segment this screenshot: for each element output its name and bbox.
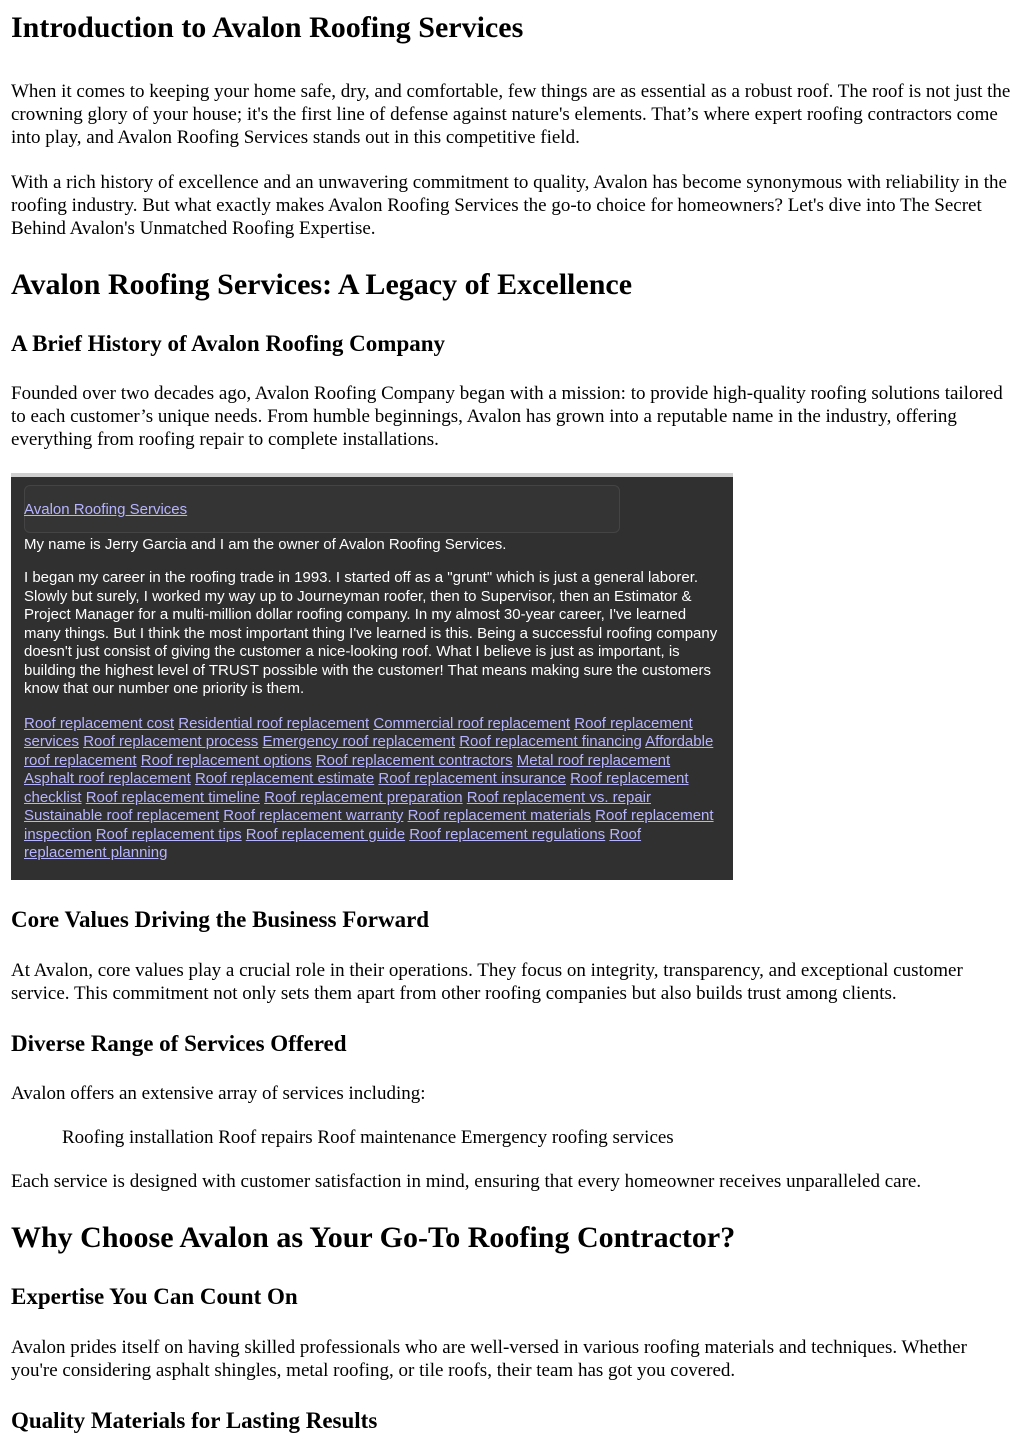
why-heading: Why Choose Avalon as Your Go-To Roofing Contractor?	[11, 1221, 736, 1254]
roof-replacement-link[interactable]: Affordable roof replacement	[24, 733, 714, 769]
roof-replacement-link[interactable]: Roof replacement tips	[95, 825, 242, 843]
expertise-paragraph: Avalon prides itself on having skilled professionals who are well-versed in various roofing materials and techniques. Whether you're considering asphalt shingles, metal roofing, or tile roofs, their team has got you covered.	[11, 1337, 967, 1381]
intro-paragraph-2: With a rich history of excellence and an unwavering commitment to quality, Avalon has become synonymous with reliability in the roofing industry. But what exactly makes Avalon Roofing Services the go-to choice for homeowners? Let's dive into The Secret Behind Avalon's Unmatched Roofing Expertise.	[11, 172, 1007, 239]
roof-replacement-link[interactable]: Residential roof replacement	[178, 714, 370, 732]
legacy-heading: Avalon Roofing Services: A Legacy of Excellence	[11, 268, 633, 301]
roof-replacement-link[interactable]: Roof replacement checklist	[24, 770, 689, 806]
roof-replacement-link[interactable]: Roof replacement financing	[459, 733, 642, 750]
roof-replacement-link[interactable]: Roof replacement services	[24, 714, 693, 750]
roof-replacement-links	[24, 715, 720, 863]
embedded-screenshot	[11, 473, 733, 880]
owner-intro: My name is Jerry Garcia and I am the owner of Avalon Roofing Services.	[24, 535, 507, 553]
services-paragraph-2: Each service is designed with customer satisfaction in mind, ensuring that every homeowner receives unparalleled care.	[11, 1171, 922, 1192]
intro-heading: Introduction to Avalon Roofing Services	[11, 11, 524, 44]
screenshot-title	[24, 501, 720, 520]
roof-replacement-link[interactable]: Roof replacement materials	[407, 807, 591, 824]
history-paragraph: Founded over two decades ago, Avalon Roofing Company began with a mission: to provide high-quality roofing solutions tailored to each customer’s unique needs. From humble beginnings, Avalon has grown into a reputable name in the industry, offering everything from roofing repair to complete installations.	[11, 383, 1003, 450]
roof-replacement-link[interactable]: Roof replacement planning	[24, 825, 642, 861]
roof-replacement-link[interactable]: Roof replacement vs. repair	[466, 788, 652, 806]
roof-replacement-link[interactable]: Roof replacement estimate	[194, 770, 375, 787]
roof-replacement-link[interactable]: Roof replacement regulations	[409, 825, 606, 843]
services-heading: Diverse Range of Services Offered	[11, 1031, 347, 1056]
roof-replacement-link[interactable]: Emergency roof replacement	[262, 733, 456, 750]
screenshot-title-link[interactable]: Avalon Roofing Services	[24, 501, 188, 518]
roof-replacement-link[interactable]: Roof replacement timeline	[85, 788, 260, 806]
roof-replacement-link[interactable]: Sustainable roof replacement	[24, 807, 220, 824]
intro-paragraph-1: When it comes to keeping your home safe, dry, and comfortable, few things are as essential as a robust roof. The roof is not just the crowning glory of your house; it's the first line of defense against nature's elements. That’s where expert roofing contractors come into play, and Avalon Roofing Services stands out in this competitive field.	[11, 81, 1011, 148]
quality-heading: Quality Materials for Lasting Results	[11, 1408, 378, 1433]
screenshot-top-border	[11, 473, 733, 477]
expertise-heading: Expertise You Can Count On	[11, 1284, 298, 1309]
roof-replacement-link[interactable]: Roof replacement inspection	[24, 807, 714, 843]
roof-replacement-link[interactable]: Metal roof replacement	[516, 751, 671, 769]
roof-replacement-link[interactable]: Commercial roof replacement	[373, 714, 571, 732]
services-paragraph: Avalon offers an extensive array of services including:	[11, 1083, 426, 1104]
core-values-paragraph: At Avalon, core values play a crucial role in their operations. They focus on integrity, transparency, and exceptional customer service. This commitment not only sets them apart from other roofing companies but also builds trust among clients.	[11, 960, 963, 1004]
roof-replacement-link[interactable]: Roof replacement contractors	[315, 751, 513, 769]
roof-replacement-link[interactable]: Roof replacement preparation	[264, 788, 463, 806]
roof-replacement-link[interactable]: Asphalt roof replacement	[24, 770, 191, 787]
roof-replacement-link[interactable]: Roof replacement options	[140, 751, 312, 769]
owner-career: I began my career in the roofing trade in 1993. I started off as a "grunt" which is just a general laborer. Slowly but surely, I worked my way up to Journeyman roofer, then to Supervisor, then an Estimator & Project Manager for a multi-million dollar roofing company. In my almost 30-year career, I've learned many things. But I think the most important thing I've learned is this. Being a successful roofing company doesn't just consist of giving the customer a nice-looking roof. What I believe is just as important, is building the highest level of TRUST possible with the customer! That means making sure the customers know that our number one priority is them.	[24, 569, 718, 697]
roof-replacement-link[interactable]: Roof replacement insurance	[378, 770, 566, 787]
core-values-heading: Core Values Driving the Business Forward	[11, 907, 430, 932]
services-list: Roofing installation Roof repairs Roof maintenance Emergency roofing services	[62, 1127, 674, 1148]
roof-replacement-link[interactable]: Roof replacement cost	[24, 714, 175, 732]
roof-replacement-link[interactable]: Roof replacement process	[83, 733, 259, 750]
roof-replacement-link[interactable]: Roof replacement guide	[245, 825, 406, 843]
roof-replacement-link[interactable]: Roof replacement warranty	[223, 807, 404, 824]
history-heading: A Brief History of Avalon Roofing Company	[11, 331, 446, 356]
